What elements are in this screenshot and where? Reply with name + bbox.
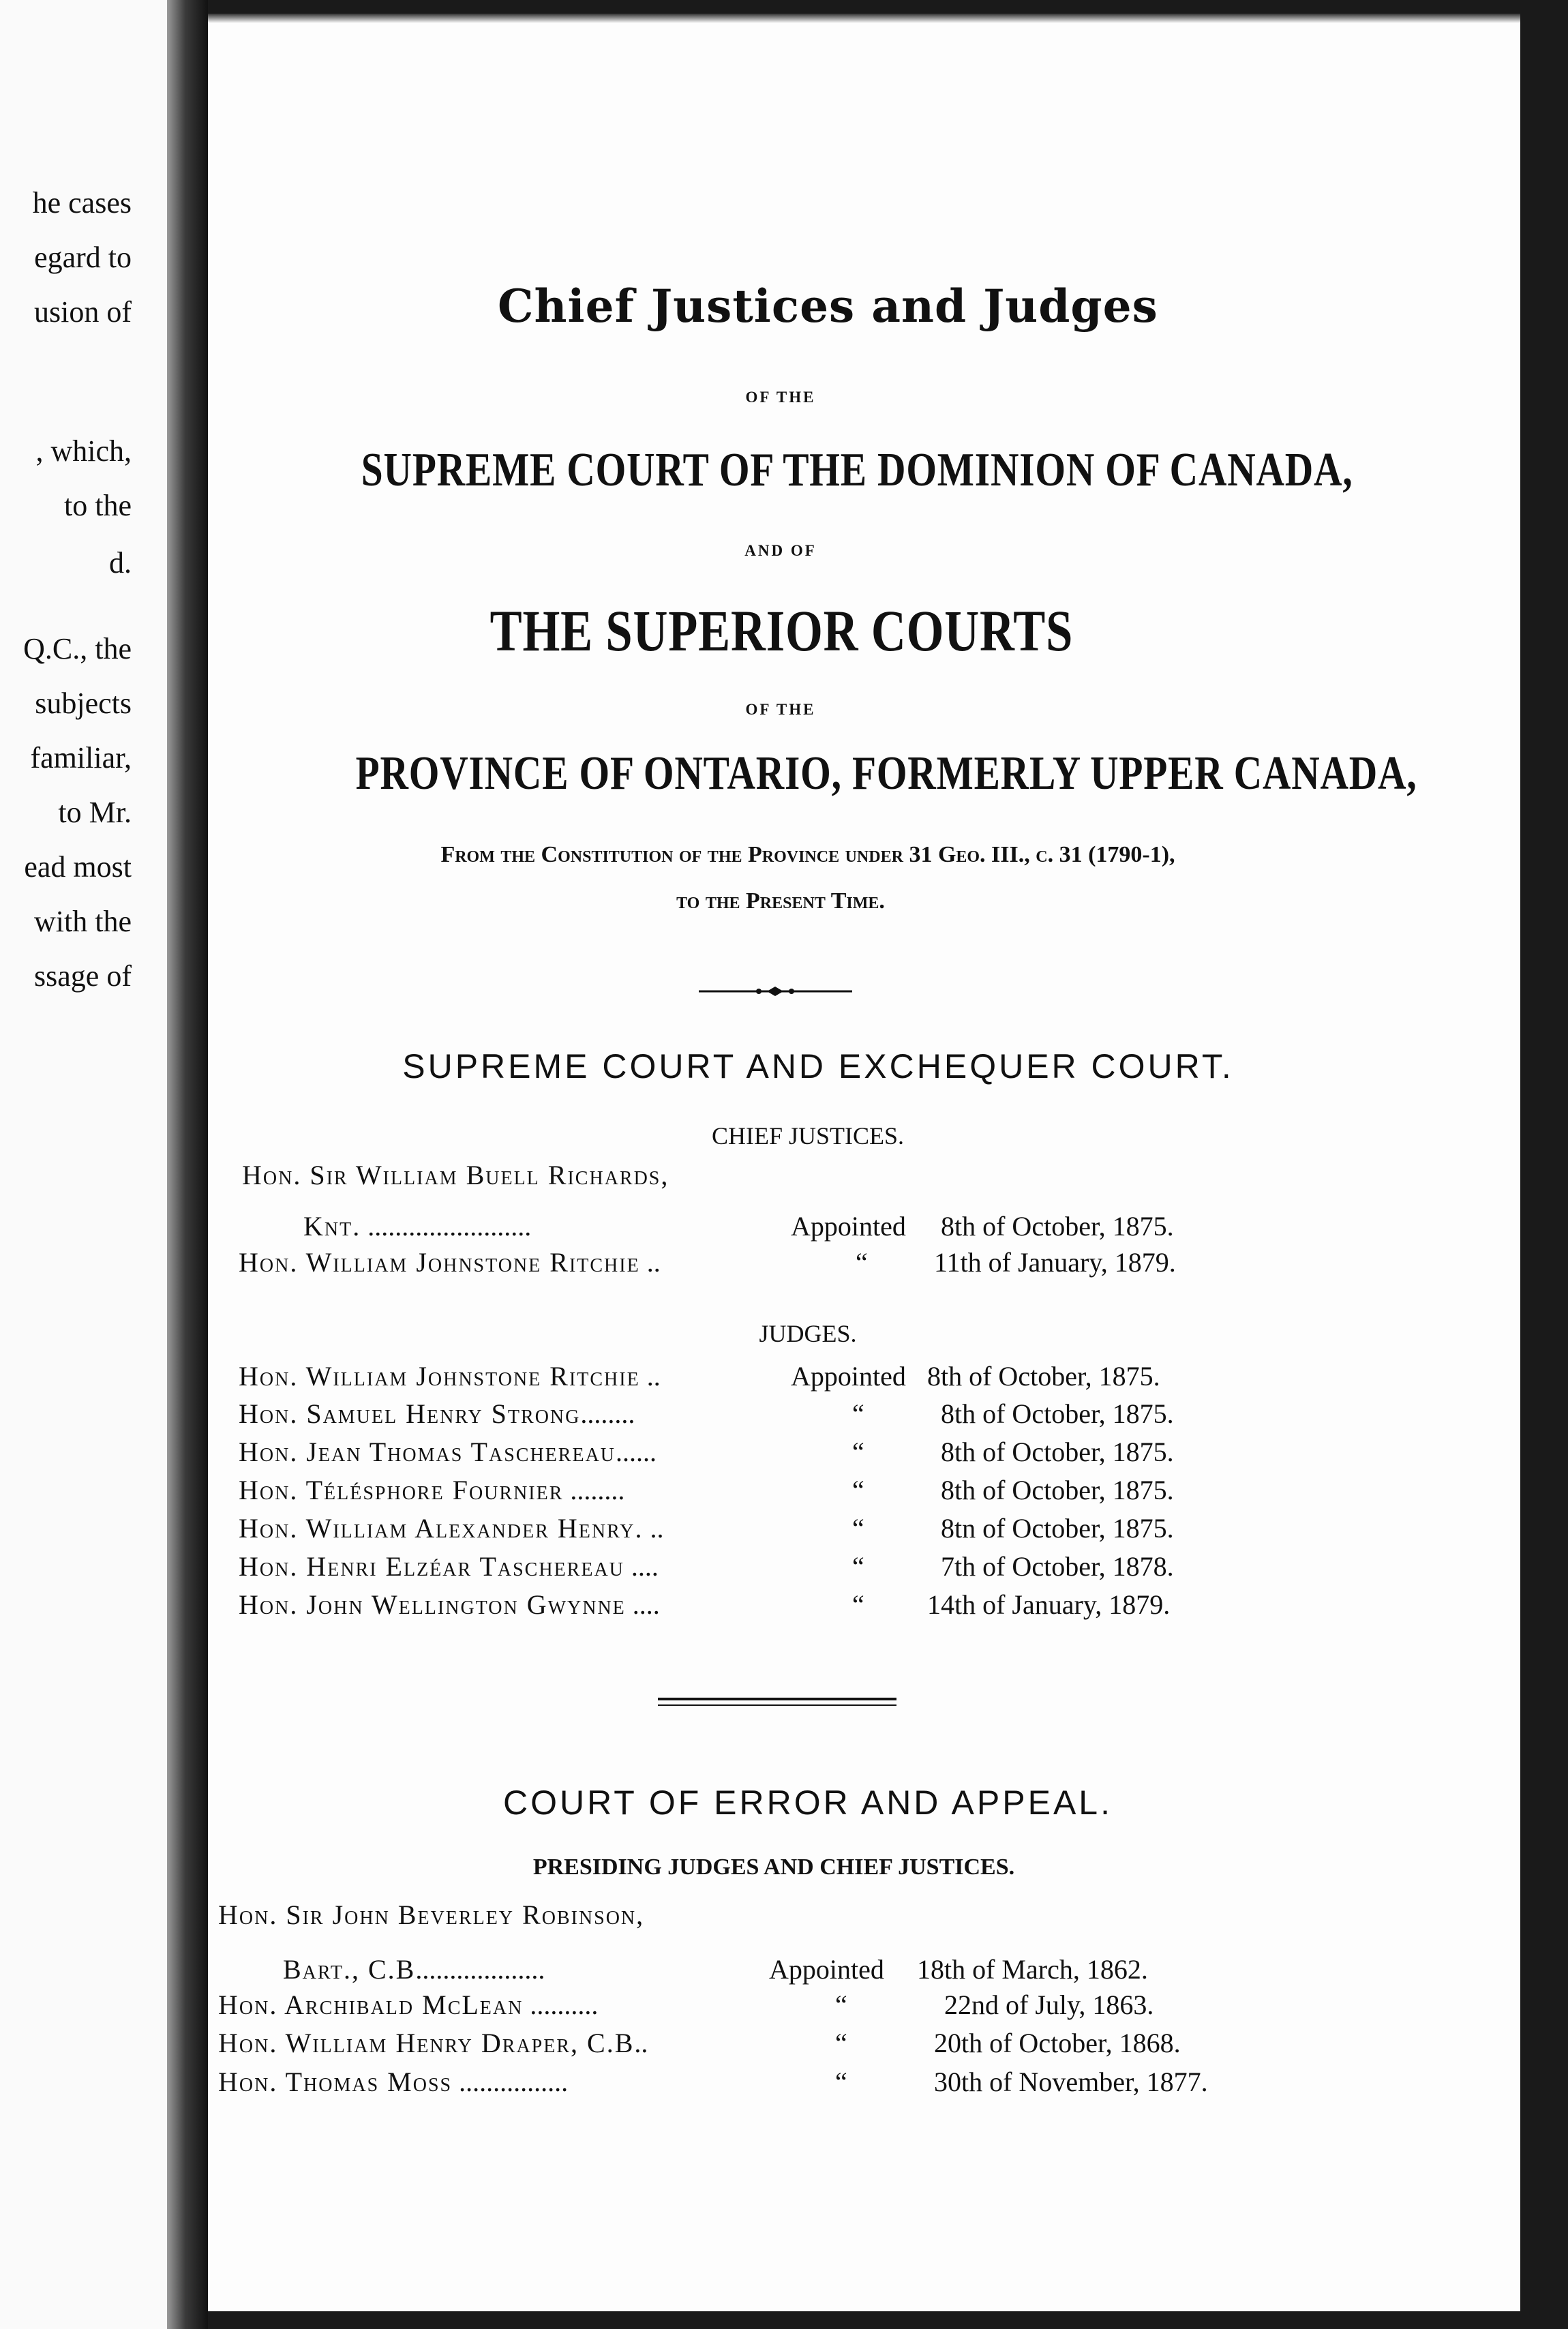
table-row xyxy=(239,1360,661,1392)
ditto-mark: “ xyxy=(835,2028,847,2058)
judge-name: Bart., C.B xyxy=(283,1954,416,1985)
divider-rule xyxy=(658,1704,896,1706)
table-row xyxy=(218,2027,648,2059)
judge-name: Hon. John Wellington Gwynne xyxy=(239,1589,626,1620)
judge-name: Hon. Sir John Beverley Robinson, xyxy=(218,1899,645,1930)
leader-dots: ........................ xyxy=(361,1211,532,1242)
leader-dots: .... xyxy=(624,1551,659,1582)
error-appeal-heading: COURT OF ERROR AND APPEAL. xyxy=(502,1784,1113,1822)
ditto-mark: “ xyxy=(852,1475,864,1505)
judge-name: Hon. Samuel Henry Strong xyxy=(239,1398,581,1429)
leader-dots: ........ xyxy=(563,1475,625,1505)
left-line: ssage of xyxy=(34,959,132,993)
divider-rule xyxy=(658,1698,896,1700)
of-the-label-2: OF THE xyxy=(745,701,816,718)
page-edge-shadow xyxy=(208,14,1520,23)
table-row xyxy=(218,1899,644,1931)
ditto-mark: “ xyxy=(852,1513,864,1544)
appointment-date: 8th of October, 1875. xyxy=(927,1361,1160,1392)
table-row xyxy=(239,1512,663,1544)
of-the-label: OF THE xyxy=(745,389,816,406)
leader-dots: .. xyxy=(643,1513,664,1544)
ditto-mark: “ xyxy=(852,1398,864,1429)
ditto-mark: “ xyxy=(852,1437,864,1467)
judge-name: Hon. Archibald McLean xyxy=(218,1989,524,2020)
leader-dots: .. xyxy=(634,2028,648,2058)
ditto-mark: “ xyxy=(852,1551,864,1582)
subtitle-line-1: From the Constitution of the Province under 31 Geo. III., c. 31 (1790-1), xyxy=(440,842,1175,867)
table-row xyxy=(239,1550,659,1582)
leader-dots: .. xyxy=(639,1361,661,1392)
appointed-label: Appointed xyxy=(769,1954,884,1985)
book-gutter xyxy=(167,0,208,2329)
judges-heading: JUDGES. xyxy=(759,1320,857,1347)
supreme-court-title: SUPREME COURT OF THE DOMINION OF CANADA, xyxy=(361,444,1353,496)
judge-name: Hon. Thomas Moss xyxy=(218,2067,453,2097)
ditto-mark: “ xyxy=(835,2067,847,2097)
left-line: to Mr. xyxy=(58,796,132,829)
leader-dots: ........ xyxy=(580,1398,635,1429)
left-line: he cases xyxy=(32,186,132,220)
appointment-date: 22nd of July, 1863. xyxy=(944,1989,1154,2020)
left-line: Q.C., the xyxy=(23,632,132,665)
left-line: d. xyxy=(109,546,132,580)
left-line: ead most xyxy=(24,850,132,884)
appointment-date: 14th of January, 1879. xyxy=(927,1589,1171,1620)
chief-justices-heading: CHIEF JUSTICES. xyxy=(711,1122,905,1150)
ditto-mark: “ xyxy=(852,1589,864,1620)
judge-name: Hon. Jean Thomas Taschereau xyxy=(239,1437,616,1467)
judge-name: Hon. William Henry Draper, C.B xyxy=(218,2028,635,2058)
left-line: subjects xyxy=(35,687,132,720)
leader-dots: .. xyxy=(639,1247,661,1278)
left-line: egard to xyxy=(34,241,132,274)
appointment-date: 8th of October, 1875. xyxy=(941,1475,1174,1505)
judge-name: Hon. William Alexander Henry. xyxy=(239,1513,644,1544)
appointment-date: 7th of October, 1878. xyxy=(941,1551,1174,1582)
left-line: , which, xyxy=(35,434,132,468)
ditto-mark: “ xyxy=(835,1989,847,2020)
appointment-date: 20th of October, 1868. xyxy=(934,2028,1181,2058)
appointment-date: 18th of March, 1862. xyxy=(917,1954,1148,1985)
ornament-divider xyxy=(699,985,852,998)
appointment-date: 8th of October, 1875. xyxy=(941,1398,1174,1429)
presiding-judges-heading: PRESIDING JUDGES AND CHIEF JUSTICES. xyxy=(532,1854,1015,1880)
left-line: with the xyxy=(34,905,132,938)
superior-courts-title: THE SUPERIOR COURTS xyxy=(489,598,1074,663)
appointment-date: 8th of October, 1875. xyxy=(941,1437,1174,1467)
leader-dots: .......... xyxy=(523,1989,599,2020)
justice-name: Hon. Sir William Buell Richards, xyxy=(242,1160,669,1190)
province-title: PROVINCE OF ONTARIO, FORMERLY UPPER CANADA, xyxy=(355,747,1417,800)
table-row xyxy=(239,1589,660,1621)
left-page-fragment xyxy=(0,0,167,2329)
supreme-section-heading: SUPREME COURT AND EXCHEQUER COURT. xyxy=(402,1047,1234,1085)
leader-dots: ................... xyxy=(415,1954,545,1985)
judge-name: Hon. Henri Elzéar Taschereau xyxy=(239,1551,624,1582)
table-row xyxy=(218,2066,568,2098)
appointment-date: 8tn of October, 1875. xyxy=(941,1513,1174,1544)
leader-dots: ................ xyxy=(452,2067,569,2097)
subtitle-line-2: to the Present Time. xyxy=(676,888,885,914)
table-row xyxy=(239,1398,635,1430)
leader-dots: ...... xyxy=(616,1437,657,1467)
appointed-label: Appointed xyxy=(791,1211,906,1242)
page-title: Chief Justices and Judges xyxy=(498,280,1158,333)
table-row xyxy=(239,1474,624,1506)
leader-dots: .... xyxy=(625,1589,660,1620)
appointed-label: Appointed xyxy=(791,1361,906,1392)
justice-name: Knt. xyxy=(303,1211,361,1242)
judge-name: Hon. Télésphore Fournier xyxy=(239,1475,564,1505)
main-page xyxy=(208,14,1520,2311)
ditto-mark: “ xyxy=(856,1247,868,1278)
judge-name: Hon. William Johnstone Ritchie xyxy=(239,1361,640,1392)
justice-name: Hon. William Johnstone Ritchie xyxy=(239,1247,640,1278)
table-row xyxy=(218,1989,598,2021)
left-line: usion of xyxy=(34,295,132,329)
table-row xyxy=(239,1436,657,1468)
left-line: to the xyxy=(64,489,132,522)
appointment-date: 30th of November, 1877. xyxy=(934,2067,1208,2097)
and-of-label: AND OF xyxy=(744,542,817,559)
left-line: familiar, xyxy=(30,741,132,775)
table-row xyxy=(242,1159,669,1191)
table-row xyxy=(283,1953,545,1985)
appointment-date: 8th of October, 1875. xyxy=(941,1211,1174,1242)
appointment-date: 11th of January, 1879. xyxy=(934,1247,1176,1278)
table-row xyxy=(239,1246,661,1278)
table-row xyxy=(303,1210,531,1242)
